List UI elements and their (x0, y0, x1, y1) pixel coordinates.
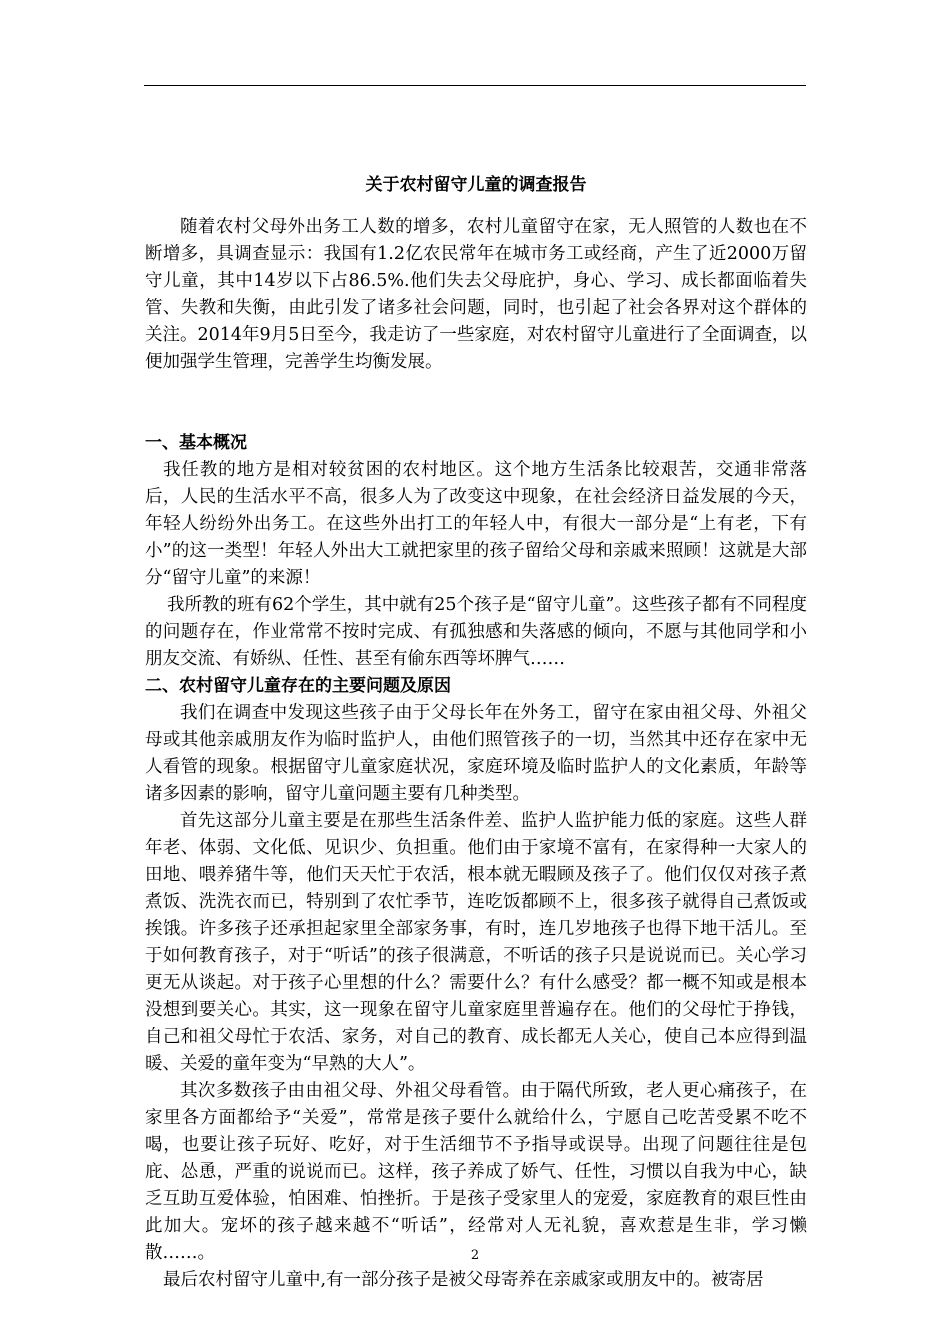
section-heading-1: 一、基本概况 (145, 433, 247, 453)
section2-paragraph-1: 我们在调查中发现这些孩子由于父母长年在外务工，留守在家由祖父母、外祖父母或其他亲戚朋友作为临时监护人，由他们照管孩子的一切，当然其中还存在家中无人看管的现象。根据留守儿童家庭状况，家庭环境及临时监护人的文化素质，年龄等诸多因素的影响，留守儿童问题主要有几种类型。 (145, 703, 807, 804)
header-rule (144, 85, 806, 86)
intro-paragraph: 随着农村父母外出务工人数的增多，农村儿童留守在家，无人照管的人数也在不断增多，具调查显示：我国有1.2亿农民常年在城市务工或经商，产生了近2000万留守儿童，其中14岁以下占86.5%.他们失去父母庇护，身心、学习、成长都面临着失管、失教和失衡，由此引发了诸多社会问题，同时，也引起了社会各界对这个群体的关注。2014年9月5日至今，我走访了一些家庭，对农村留守儿童进行了全面调查，以便加强学生管理，完善学生均衡发展。 (145, 217, 807, 372)
section1-paragraph-2: 我所教的班有62个学生，其中就有25个孩子是“留守儿童”。这些孩子都有不同程度的问题存在，作业常常不按时完成、有孤独感和失落感的倾向，不愿与其他同学和小朋友交流、有娇纵、任性、甚至有偷东西等坏脾气…… (145, 595, 807, 669)
document-body (145, 170, 807, 1294)
section2-paragraph-4: 最后农村留守儿童中,有一部分孩子是被父母寄养在亲戚家或朋友中的。被寄居 (163, 1270, 764, 1290)
section-heading-2: 二、农村留守儿童存在的主要问题及原因 (145, 676, 451, 696)
page-number: 2 (470, 1248, 480, 1263)
section2-paragraph-2: 首先这部分儿童主要是在那些生活条件差、监护人监护能力低的家庭。这些人群年老、体弱、文化低、见识少、负担重。他们由于家境不富有，在家得种一大家人的田地、喂养猪牛等，他们天天忙于农活，根本就无暇顾及孩子了。他们仅仅对孩子煮煮饭、洗洗衣而已，特别到了农忙季节，连吃饭都顾不上，很多孩子就得自己煮饭或挨饿。许多孩子还承担起家里全部家务事，有时，连几岁地孩子也得下地干活儿。至于如何教育孩子，对于“听话”的孩子很满意，不听话的孩子只是说说而已。关心学习更无从谈起。对于孩子心里想的什么？需要什么？有什么感受？都一概不知或是根本没想到要关心。其实，这一现象在留守儿童家庭里普遍存在。他们的父母忙于挣钱，自己和祖父母忙于农活、家务，对自己的教育、成长都无人关心，使自己本应得到温暖、关爱的童年变为“早熟的大人”。 (145, 811, 807, 1074)
section1-paragraph-1: 我任教的地方是相对较贫困的农村地区。这个地方生活条比较艰苦，交通非常落后，人民的生活水平不高，很多人为了改变这中现象，在社会经济日益发展的今天，年轻人纷纷外出务工。在这些外出打工的年轻人中，有很大一部分是“上有老，下有小”的这一类型！年轻人外出大工就把家里的孩子留给父母和亲戚来照顾！这就是大部分“留守儿童”的来源！ (145, 460, 807, 588)
spacer (145, 376, 807, 430)
document-title: 关于农村留守儿童的调查报告 (365, 175, 587, 195)
section2-paragraph-3: 其次多数孩子由由祖父母、外祖父母看管。由于隔代所致，老人更心痛孩子，在家里各方面都给予“关爱”，常常是孩子要什么就给什么，宁愿自己吃苦受累不吃不喝，也要让孩子玩好、吃好，对于生活细节不予指导或误导。出现了问题往往是包庇、怂恿，严重的说说而已。这样，孩子养成了娇气、任性，习惯以自我为中心，缺乏互助互爱体验，怕困难、怕挫折。于是孩子受家里人的宠爱，家庭教育的艰巨性由此加大。宠坏的孩子越来越不“听话”，经常对人无礼貌，喜欢惹是生非，学习懒散……。 (145, 1081, 807, 1263)
